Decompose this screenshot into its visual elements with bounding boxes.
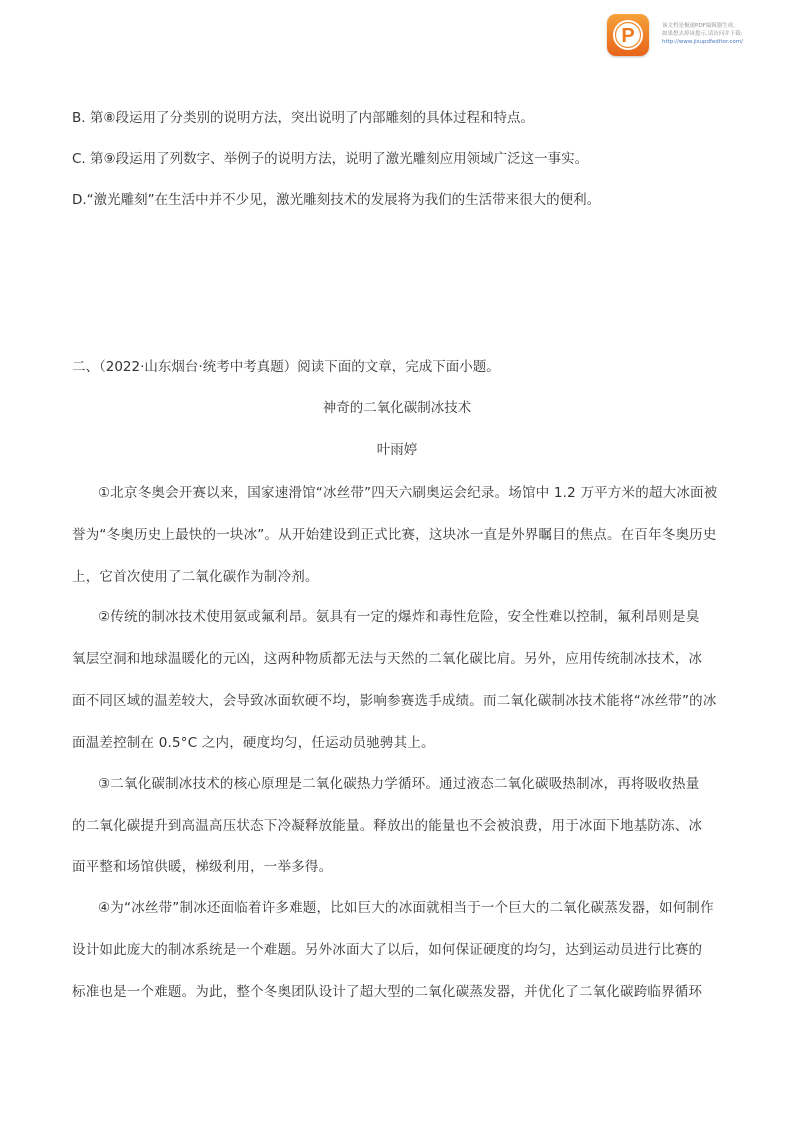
paragraph-line: 面不同区域的温差较大，会导致冰面软硬不均，影响参赛选手成绩。而二氧化碳制冰技术能将“冰丝带”的冰 xyxy=(72,693,717,709)
paragraph-line: 上，它首次使用了二氧化碳作为制冷剂。 xyxy=(72,569,319,585)
watermark-line-2: 如果想去掉该提示,请访问并下载: xyxy=(662,31,743,37)
article-author: 叶雨婷 xyxy=(376,442,418,458)
paragraph-line: ②传统的制冰技术使用氨或氟利昂。氨具有一定的爆炸和毒性危险，安全性难以控制，氟利昂则是臭 xyxy=(98,609,700,625)
option-d: D.“激光雕刻”在生活中并不少见，激光雕刻技术的发展将为我们的生活带来很大的便利。 xyxy=(72,192,601,208)
paragraph-line: 面温差控制在 0.5°C 之内，硬度均匀，任运动员驰骋其上。 xyxy=(72,735,435,751)
paragraph-line: 誉为“冬奥历史上最快的一块冰”。从开始建设到正式比赛，这块冰一直是外界瞩目的焦点。在百年冬奥历史 xyxy=(72,527,717,543)
section-heading: 二、（2022·山东烟台·统考中考真题）阅读下面的文章，完成下面小题。 xyxy=(72,359,500,375)
paragraph-line: 面平整和场馆供暖，梯级利用，一举多得。 xyxy=(72,859,333,875)
watermark-notice xyxy=(662,22,790,46)
option-b: B. 第⑧段运用了分类别的说明方法，突出说明了内部雕刻的具体过程和特点。 xyxy=(72,110,534,126)
logo-letter: P xyxy=(621,25,635,47)
watermark-line-1: 该文档是极速PDF编辑器生成, xyxy=(662,23,735,29)
watermark-url[interactable]: http://www.jisupdfeditor.com/ xyxy=(662,39,743,45)
article-title: 神奇的二氧化碳制冰技术 xyxy=(322,400,472,416)
paragraph-line: 设计如此庞大的制冰系统是一个难题。另外冰面大了以后，如何保证硬度的均匀，达到运动员进行比赛的 xyxy=(72,942,703,958)
paragraph-line: ④为“冰丝带”制冰还面临着许多难题，比如巨大的冰面就相当于一个巨大的二氧化碳蒸发器，如何制作 xyxy=(98,900,714,916)
paragraph-line: 氧层空洞和地球温暖化的元凶，这两种物质都无法与天然的二氧化碳比肩。另外，应用传统制冰技术，冰 xyxy=(72,651,703,667)
pdf-editor-logo xyxy=(607,14,649,56)
option-c: C. 第⑨段运用了列数字、举例子的说明方法，说明了激光雕刻应用领域广泛这一事实。 xyxy=(72,151,589,167)
paragraph-line: 标准也是一个难题。为此，整个冬奥团队设计了超大型的二氧化碳蒸发器，并优化了二氧化碳跨临界循环 xyxy=(72,984,703,1000)
paragraph-line: 的二氧化碳提升到高温高压状态下冷凝释放能量。释放出的能量也不会被浪费，用于冰面下地基防冻、冰 xyxy=(72,818,703,834)
paragraph-line: ③二氧化碳制冰技术的核心原理是二氧化碳热力学循环。通过液态二氧化碳吸热制冰，再将吸收热量 xyxy=(98,776,700,792)
logo-p-icon xyxy=(607,14,649,56)
paragraph-line: ①北京冬奥会开赛以来，国家速滑馆“冰丝带”四天六刷奥运会纪录。场馆中 1.2 万平方米的超大冰面被 xyxy=(98,485,718,501)
